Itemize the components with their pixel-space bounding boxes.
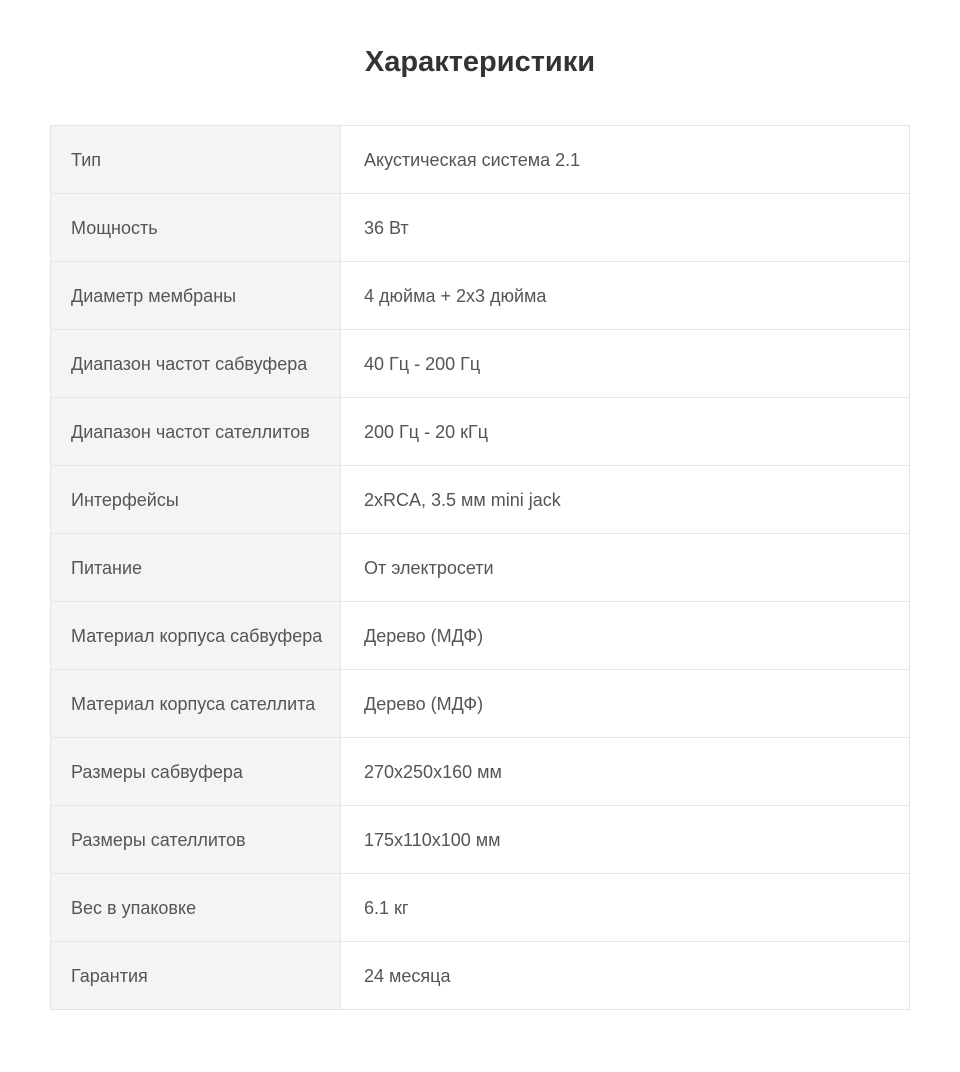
spec-label: Диапазон частот сателлитов <box>51 398 341 466</box>
spec-label: Диаметр мембраны <box>51 262 341 330</box>
table-row <box>51 126 910 194</box>
spec-label: Тип <box>51 126 341 194</box>
spec-label: Материал корпуса сателлита <box>51 670 341 738</box>
spec-label: Вес в упаковке <box>51 874 341 942</box>
table-row <box>51 738 910 806</box>
spec-value: От электросети <box>341 534 910 602</box>
spec-label: Гарантия <box>51 942 341 1010</box>
spec-label: Диапазон частот сабвуфера <box>51 330 341 398</box>
table-row <box>51 670 910 738</box>
table-row <box>51 534 910 602</box>
table-row <box>51 602 910 670</box>
table-row <box>51 398 910 466</box>
spec-label: Материал корпуса сабвуфера <box>51 602 341 670</box>
spec-label: Размеры сателлитов <box>51 806 341 874</box>
table-row <box>51 942 910 1010</box>
table-row <box>51 194 910 262</box>
table-row <box>51 466 910 534</box>
spec-value: 270x250x160 мм <box>341 738 910 806</box>
specs-table <box>50 125 910 1010</box>
table-row <box>51 806 910 874</box>
spec-value: 4 дюйма + 2x3 дюйма <box>341 262 910 330</box>
table-row <box>51 330 910 398</box>
spec-value: 175x110x100 мм <box>341 806 910 874</box>
page-title: Характеристики <box>364 46 596 78</box>
spec-value: 2xRCA, 3.5 мм mini jack <box>341 466 910 534</box>
table-row <box>51 262 910 330</box>
spec-label: Питание <box>51 534 341 602</box>
spec-value: Дерево (МДФ) <box>341 670 910 738</box>
spec-label: Мощность <box>51 194 341 262</box>
table-row <box>51 874 910 942</box>
spec-value: 36 Вт <box>341 194 910 262</box>
spec-value: Дерево (МДФ) <box>341 602 910 670</box>
spec-value: Акустическая система 2.1 <box>341 126 910 194</box>
spec-label: Интерфейсы <box>51 466 341 534</box>
spec-label: Размеры сабвуфера <box>51 738 341 806</box>
spec-value: 40 Гц - 200 Гц <box>341 330 910 398</box>
spec-value: 200 Гц - 20 кГц <box>341 398 910 466</box>
spec-value: 6.1 кг <box>341 874 910 942</box>
spec-value: 24 месяца <box>341 942 910 1010</box>
